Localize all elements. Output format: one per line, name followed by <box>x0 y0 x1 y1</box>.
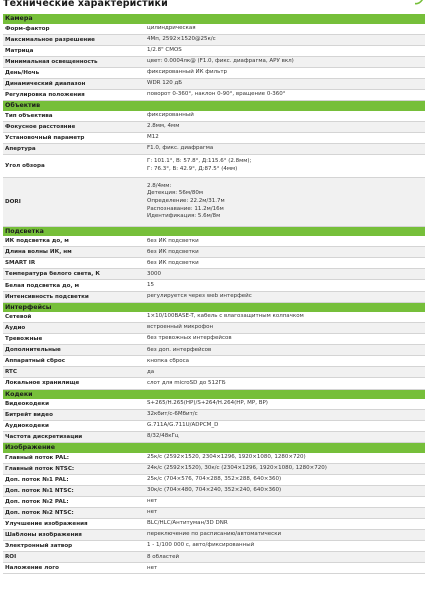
spec-row <box>3 432 425 443</box>
spec-name: Температура белого света, К <box>5 271 100 278</box>
spec-value <box>147 158 425 173</box>
spec-value <box>147 25 425 33</box>
spec-row <box>3 552 425 563</box>
spec-value-line: 15 <box>147 281 154 288</box>
spec-name: Фокусное расстояние <box>5 123 76 130</box>
spec-value <box>147 282 425 290</box>
spec-value <box>147 369 425 377</box>
spec-name: Сетевой <box>5 314 32 321</box>
section-header: Подсветка <box>3 227 425 237</box>
spec-name: Регулировка положения <box>5 91 85 98</box>
spec-value-line: нет <box>147 509 158 516</box>
spec-row <box>3 280 425 291</box>
spec-name: День/Ночь <box>5 69 40 76</box>
spec-row <box>3 563 425 574</box>
spec-name: Частота дискретизации <box>5 434 83 441</box>
spec-row <box>3 68 425 79</box>
spec-row <box>3 541 425 552</box>
spec-value-line: нет <box>147 498 158 505</box>
spec-value <box>147 80 425 88</box>
spec-row <box>3 345 425 356</box>
spec-value-line: 32кбит/с-6Мбит/с <box>147 411 198 418</box>
spec-value <box>147 422 425 430</box>
spec-row <box>3 178 425 227</box>
spec-value-line: поворот 0-360°, наклон 0-90°, вращение 0-360° <box>147 91 286 98</box>
spec-name: Доп. поток №1 PAL: <box>5 476 69 483</box>
spec-row <box>3 247 425 258</box>
spec-value-line: M12 <box>147 133 159 140</box>
spec-value <box>147 554 425 562</box>
spec-name: ROI <box>5 554 17 561</box>
spec-row <box>3 24 425 35</box>
section-header: Изображение <box>3 443 425 453</box>
spec-value-line: без ИК подсветки <box>147 248 199 255</box>
spec-row <box>3 367 425 378</box>
spec-name: Доп. поток №1 NTSC: <box>5 488 74 495</box>
spec-row <box>3 269 425 280</box>
spec-value <box>147 465 425 473</box>
spec-value <box>147 145 425 153</box>
spec-name: Аудио <box>5 325 26 332</box>
spec-row <box>3 378 425 389</box>
spec-value <box>147 454 425 462</box>
section-header: Камера <box>3 14 425 24</box>
spec-value-line: 8/32/48кГц <box>147 433 179 440</box>
spec-value-line: цилиндрическая <box>147 24 196 31</box>
section-header: Объектив <box>3 101 425 111</box>
spec-row <box>3 133 425 144</box>
spec-value-line: без тревожных интерфейсов <box>147 335 232 342</box>
spec-value-line: S+265/H.265(HP)/S+264/H.264(HP, MP, BP) <box>147 400 268 407</box>
spec-value-line: кнопка сброса <box>147 357 189 364</box>
spec-value <box>147 433 425 441</box>
spec-value <box>147 36 425 44</box>
spec-name: Дополнительные <box>5 347 61 354</box>
spec-row <box>3 399 425 410</box>
spec-row <box>3 356 425 367</box>
spec-name: Главный поток PAL: <box>5 454 70 461</box>
spec-table <box>3 14 425 574</box>
spec-name: RTC <box>5 369 17 376</box>
spec-value-line: нет <box>147 564 158 571</box>
spec-row <box>3 410 425 421</box>
spec-value-line: без ИК подсветки <box>147 259 199 266</box>
spec-value-line: встроенный микрофон <box>147 324 214 331</box>
spec-name: SMART IR <box>5 260 36 267</box>
spec-value <box>147 293 425 301</box>
section-header: Интерфейсы <box>3 303 425 313</box>
spec-name: Локальное хранилище <box>5 380 80 387</box>
spec-name: Длина волны ИК, нм <box>5 249 72 256</box>
spec-row <box>3 497 425 508</box>
spec-name: Белая подсветка до, м <box>5 282 80 289</box>
spec-value <box>147 411 425 419</box>
spec-name: Битрейт видео <box>5 412 53 419</box>
spec-value-line: 25к/с (2592×1520, 2304×1296, 1920×1080, 1280×720) <box>147 454 306 461</box>
spec-value-line: 1/2.8" CMOS <box>147 46 182 53</box>
spec-name: Тревожные <box>5 336 43 343</box>
spec-name: DORI <box>5 198 21 205</box>
spec-value-line: 4Мп, 2592×1520@25к/с <box>147 35 216 42</box>
spec-value <box>147 91 425 99</box>
spec-value-line: без ИК подсветки <box>147 237 199 244</box>
spec-value-line: Г: 101.1°, В: 57.8°, Д:115.6° (2.8мм); <box>147 158 252 165</box>
page-title: Технические характеристики <box>3 0 168 9</box>
spec-value <box>147 509 425 517</box>
spec-name: Угол обзора <box>5 162 45 169</box>
spec-name: Тип объектива <box>5 112 53 119</box>
spec-row <box>3 111 425 122</box>
spec-value-line: 3000 <box>147 270 161 277</box>
spec-row <box>3 155 425 178</box>
spec-row <box>3 258 425 269</box>
spec-value-line: регулируется через web интерфейс <box>147 292 252 299</box>
spec-name: ИК подсветка до, м <box>5 238 69 245</box>
spec-value <box>147 476 425 484</box>
spec-row <box>3 144 425 155</box>
corner-mark-icon <box>415 0 423 5</box>
spec-name: Электронный затвор <box>5 543 73 550</box>
spec-value-line: Идентификация: 5.6м/8м <box>147 213 221 220</box>
spec-name: Улучшение изображения <box>5 521 88 528</box>
spec-value <box>147 380 425 388</box>
spec-name: Интенсивность подсветки <box>5 293 89 300</box>
spec-row <box>3 312 425 323</box>
spec-value <box>147 531 425 539</box>
spec-row <box>3 79 425 90</box>
spec-value <box>147 542 425 550</box>
spec-row <box>3 421 425 432</box>
spec-value <box>147 123 425 131</box>
spec-value-line: WDR 120 дБ <box>147 80 183 87</box>
spec-name: Матрица <box>5 47 34 54</box>
spec-value-line: 30к/с (704×480, 704×240, 352×240, 640×360) <box>147 487 282 494</box>
spec-name: Аппаратный сброс <box>5 358 66 365</box>
spec-value-line: Распознавание: 11.2м/16м <box>147 205 224 212</box>
spec-value <box>147 134 425 142</box>
spec-value-line: 8 областей <box>147 553 180 560</box>
spec-row <box>3 35 425 46</box>
spec-value <box>147 324 425 332</box>
spec-value <box>147 347 425 355</box>
spec-row <box>3 475 425 486</box>
spec-value-line: 25к/с (704×576, 704×288, 352×288, 640×360) <box>147 476 282 483</box>
spec-value-line: 1×10/100BASE-T, кабель с влагозащитным колпачком <box>147 313 304 320</box>
spec-value-line: переключение по расписанию/автоматически <box>147 531 282 538</box>
spec-value <box>147 47 425 55</box>
spec-value-line: без доп. интерфейсов <box>147 346 212 353</box>
spec-name: Динамический диапазон <box>5 80 86 87</box>
spec-row <box>3 90 425 101</box>
spec-row <box>3 46 425 57</box>
spec-row <box>3 508 425 519</box>
spec-value-line: Определение: 22.2м/31.7м <box>147 197 225 204</box>
spec-name: Установочный параметр <box>5 134 85 141</box>
spec-value <box>147 183 425 221</box>
spec-value-line: Детекция: 56м/80м <box>147 190 203 197</box>
spec-value-line: 2.8/4мм: <box>147 182 172 189</box>
spec-value <box>147 112 425 120</box>
spec-row <box>3 486 425 497</box>
spec-row <box>3 519 425 530</box>
spec-value <box>147 520 425 528</box>
spec-value <box>147 58 425 66</box>
spec-row <box>3 530 425 541</box>
spec-row <box>3 236 425 247</box>
spec-name: Форм-фактор <box>5 25 50 32</box>
spec-value-line: да <box>147 368 155 375</box>
spec-row <box>3 323 425 334</box>
spec-name: Апертура <box>5 145 36 152</box>
spec-name: Шаблоны изображения <box>5 532 82 539</box>
spec-value <box>147 358 425 366</box>
spec-value <box>147 313 425 321</box>
spec-value-line: фиксированный ИК фильтр <box>147 69 228 75</box>
spec-row <box>3 464 425 475</box>
spec-row <box>3 453 425 464</box>
spec-name: Аудиокодеки <box>5 423 49 430</box>
spec-value-line: F1.0, фикс. диафрагма <box>147 144 214 151</box>
spec-value-line: фиксированный <box>147 111 194 118</box>
spec-value <box>147 260 425 268</box>
spec-name: Главный поток NTSC: <box>5 465 75 472</box>
spec-value <box>147 400 425 408</box>
spec-value-line: Г: 76.3°, В: 42.9°, Д:87.5° (4мм) <box>147 165 238 172</box>
spec-value <box>147 487 425 495</box>
section-header: Кодеки <box>3 390 425 400</box>
spec-row <box>3 292 425 303</box>
spec-value <box>147 335 425 343</box>
spec-value <box>147 249 425 257</box>
spec-value-line: 1 - 1/100 000 с, авто/фиксированный <box>147 542 255 549</box>
spec-row <box>3 334 425 345</box>
spec-row <box>3 122 425 133</box>
spec-row <box>3 57 425 68</box>
spec-name: Максимальное разрешение <box>5 36 95 43</box>
spec-value <box>147 238 425 246</box>
spec-value <box>147 69 425 77</box>
spec-value-line: 2.8мм, 4мм <box>147 122 180 129</box>
spec-value-line: слот для microSD до 512ГБ <box>147 379 226 386</box>
spec-name: Видеокодеки <box>5 401 50 408</box>
spec-name: Доп. поток №2 NTSC: <box>5 510 74 517</box>
spec-value <box>147 271 425 279</box>
spec-name: Минимальная освещенность <box>5 58 98 65</box>
spec-value <box>147 498 425 506</box>
spec-value <box>147 565 425 573</box>
spec-value-line: G.711A/G.711U/ADPCM_D <box>147 422 219 429</box>
spec-value-line: цвет: 0.0004лк@ (F1.0, фикс. диафрагма, АРУ вкл) <box>147 57 294 64</box>
spec-value-line: BLC/HLC/Антитуман/3D DNR <box>147 520 228 527</box>
spec-name: Наложение лого <box>5 565 59 572</box>
spec-name: Доп. поток №2 PAL: <box>5 499 69 506</box>
spec-value-line: 24к/с (2592×1520), 30к/с (2304×1296, 1920×1080, 1280×720) <box>147 465 327 472</box>
